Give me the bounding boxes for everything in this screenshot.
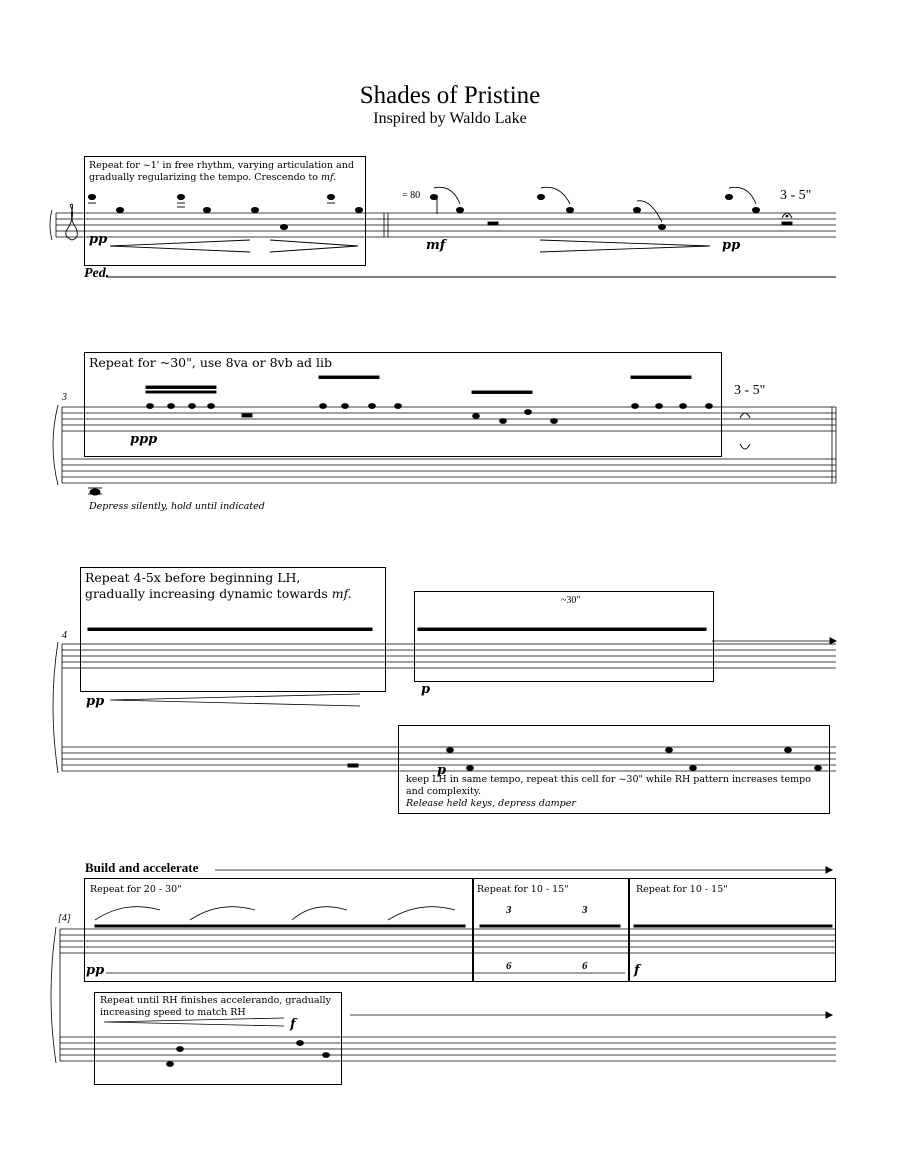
dynamic-pp: pp: [722, 238, 741, 253]
instruction-system2: Repeat for ~30", use 8va or 8vb ad lib: [89, 355, 332, 370]
tuplet-number: 6: [506, 960, 512, 972]
instruction-emphasis: mf.: [320, 171, 337, 183]
dynamic-pp: pp: [86, 963, 105, 978]
instruction-line-1: Repeat 4-5x before beginning LH,: [85, 570, 301, 585]
pause-duration: 3 - 5": [780, 188, 812, 203]
pedal-marking: Ped.: [84, 266, 110, 281]
duration-label: ~30": [561, 595, 581, 606]
dynamic-mf: mf: [426, 238, 446, 253]
repeat-label: Repeat for 10 - 15": [636, 884, 728, 895]
dynamic-pp: pp: [86, 694, 105, 709]
measure-number: [4]: [58, 913, 71, 924]
instruction-text: Repeat for ~1' in free rhythm, varying articulation and gradually regularizing the tempo. Crescendo to: [89, 160, 354, 183]
dynamic-p: p: [437, 763, 447, 778]
lh-instruction-italic: Release held keys, depress damper: [406, 797, 576, 809]
dynamic-f: f: [634, 963, 640, 978]
repeat-label: Repeat for 20 - 30": [90, 884, 182, 895]
section-label: Build and accelerate: [85, 860, 199, 875]
instruction-emphasis: mf.: [331, 585, 352, 601]
tuplet-number: 3: [506, 904, 512, 916]
lh-instruction-text: keep LH in same tempo, repeat this cell for ~30" while RH pattern increases tempo and complexity.: [406, 774, 811, 797]
dynamic-p: p: [421, 682, 431, 697]
measure-number: 3: [62, 392, 67, 403]
lh-instruction: Depress silently, hold until indicated: [89, 501, 265, 512]
instruction-line-2: gradually increasing dynamic towards: [85, 585, 332, 601]
score-title: Shades of Pristine: [359, 82, 541, 109]
lh-instruction: Repeat until RH finishes accelerando, gradually increasing speed to match RH: [100, 995, 331, 1018]
repeat-label: Repeat for 10 - 15": [477, 884, 569, 895]
tempo-marking: = 80: [402, 190, 421, 201]
tuplet-number: 3: [582, 904, 588, 916]
dynamic-f: f: [290, 1017, 296, 1032]
pause-duration: 3 - 5": [734, 383, 766, 398]
measure-number: 4: [62, 630, 67, 641]
score-subtitle: Inspired by Waldo Lake: [373, 110, 527, 127]
tuplet-number: 6: [582, 960, 588, 972]
dynamic-ppp: ppp: [130, 432, 158, 447]
dynamic-pp: pp: [89, 232, 108, 247]
